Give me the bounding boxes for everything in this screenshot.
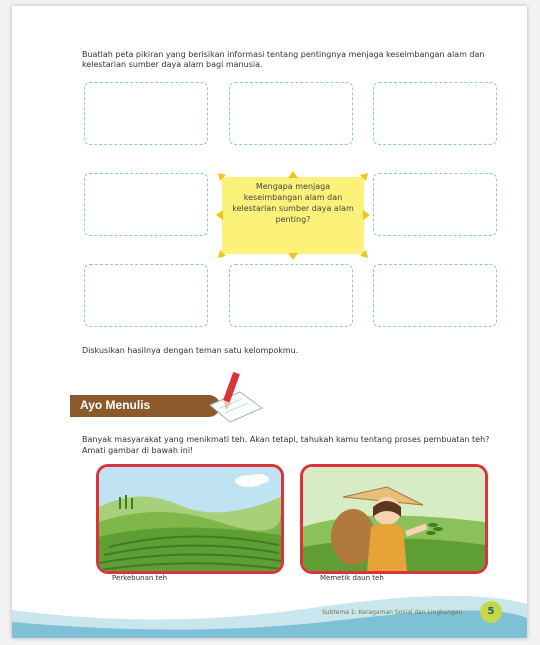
instruction-text: Buatlah peta pikiran yang berisikan informasi tentang pentingnya menjaga keseimbangan alam dan kelestarian sumber daya alam bagi manusia.: [82, 50, 485, 69]
center-question: Mengapa menjaga keseimbangan alam dan kelestarian sumber daya alam penting?: [232, 182, 354, 224]
mind-map-box[interactable]: [229, 264, 353, 327]
workbook-page: [12, 6, 527, 638]
paragraph-text: Banyak masyarakat yang menikmati teh. Akan tetapi, tahukah kamu tentang proses pembuatan teh? Amati gambar di bawah ini!: [82, 435, 490, 455]
pencil-paper-icon: [200, 370, 270, 425]
page-number-badge: 5: [480, 601, 502, 623]
mind-map-box[interactable]: [373, 264, 497, 327]
mind-map-box[interactable]: [84, 82, 208, 145]
mind-map-box[interactable]: [373, 82, 497, 145]
mind-map-box[interactable]: [84, 264, 208, 327]
caption-picking: Memetik daun teh: [320, 574, 384, 582]
picking-tea-image: [300, 464, 488, 574]
section-title: Ayo Menulis: [80, 398, 151, 412]
mind-map-box[interactable]: [373, 173, 497, 236]
tea-plantation-image: [96, 464, 284, 574]
footer-subtheme: Subtema 1: Keragaman Sosial dan Lingkungan: [322, 609, 463, 616]
arrows-icon: [216, 171, 370, 260]
mind-map-box[interactable]: [84, 173, 208, 236]
mind-map-box[interactable]: [229, 82, 353, 145]
mind-map-center: [216, 171, 370, 260]
caption-plantation: Perkebunan teh: [112, 574, 168, 582]
discussion-text: Diskusikan hasilnya dengan teman satu kelompokmu.: [82, 346, 299, 355]
